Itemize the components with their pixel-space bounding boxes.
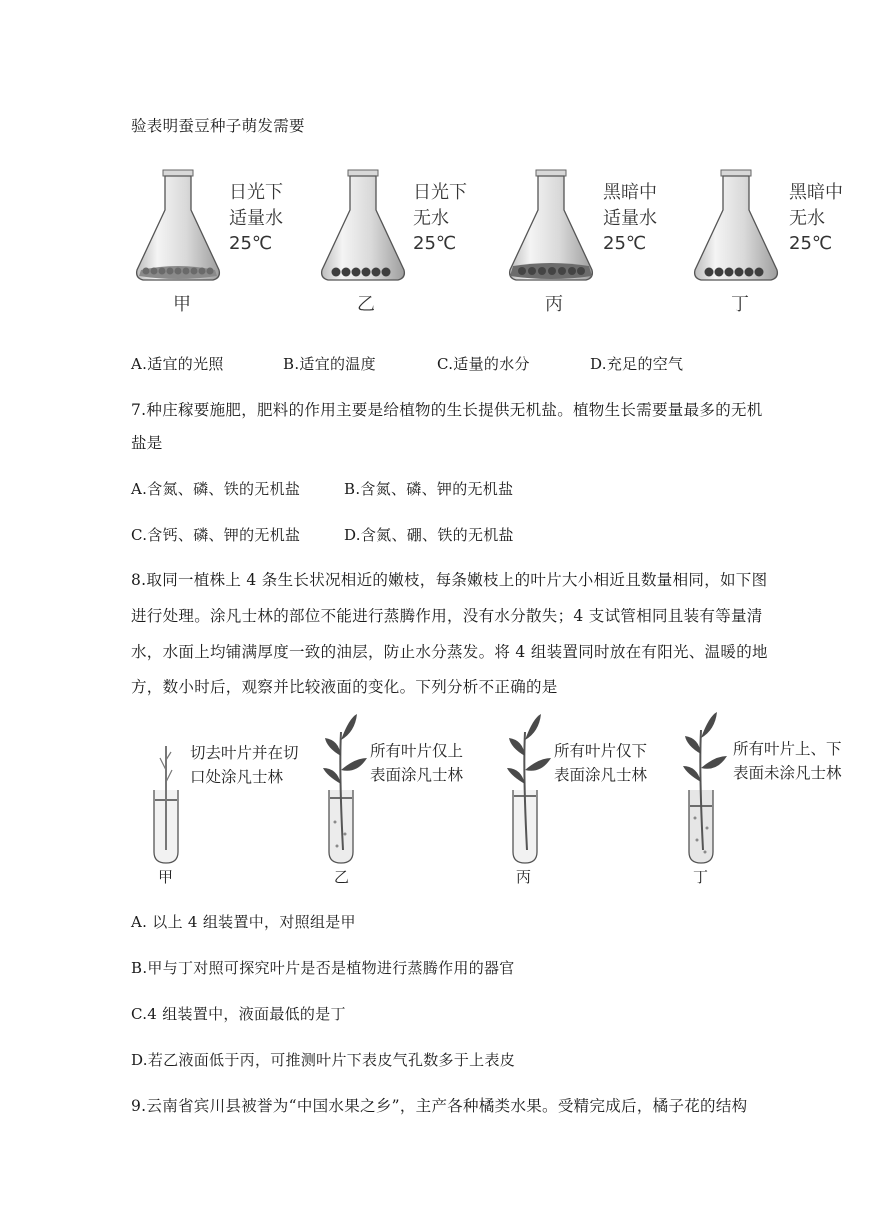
q8-option-b: B.甲与丁对照可探究叶片是否是植物进行蒸腾作用的器官 [131, 959, 515, 977]
flask-jia-line1: 日光下 [229, 182, 283, 203]
flask-yi-label: 乙 [357, 294, 375, 315]
flask-jia-line3: 25℃ [229, 233, 273, 254]
flask-bing-line2: 适量水 [603, 208, 657, 229]
q6-stem-tail: 验表明蚕豆种子萌发需要 [131, 117, 305, 135]
tube-bing-line1: 所有叶片仅下 [554, 742, 648, 760]
tube-yi [323, 714, 367, 863]
tube-jia-line1: 切去叶片并在切 [190, 744, 299, 762]
flask-bing-line1: 黑暗中 [603, 182, 657, 203]
flask-ding-label: 丁 [731, 294, 749, 315]
tube-bing-label: 丙 [516, 868, 532, 886]
tube-jia-label: 甲 [158, 868, 174, 886]
q8-option-c: C.4 组装置中，液面最低的是丁 [131, 1005, 346, 1023]
tube-ding-label: 丁 [693, 868, 709, 886]
q6-option-a: A.适宜的光照 [131, 355, 224, 373]
tube-jia-line2: 口处涂凡士林 [190, 768, 284, 786]
flask-ding-line2: 无水 [789, 208, 825, 229]
q6-option-b: B.适宜的温度 [283, 355, 376, 373]
tube-yi-label: 乙 [334, 868, 350, 886]
tube-bing-line2: 表面涂凡士林 [554, 766, 648, 784]
flask-yi [322, 170, 405, 280]
tube-bing [507, 714, 551, 863]
flask-bing-label: 丙 [545, 294, 563, 315]
q7-option-b: B.含氮、磷、钾的无机盐 [344, 480, 514, 498]
q7-option-d: D.含氮、硼、铁的无机盐 [344, 526, 514, 544]
tube-jia [154, 746, 178, 863]
q7-stem-line1: 7.种庄稼要施肥，肥料的作用主要是给植物的生长提供无机盐。植物生长需要量最多的无机 [131, 401, 763, 419]
q7-option-c: C.含钙、磷、钾的无机盐 [131, 526, 301, 544]
test-tube-figure [140, 710, 855, 890]
q8-stem-line4: 方，数小时后，观察并比较液面的变化。下列分析不正确的是 [131, 678, 558, 696]
q6-option-d: D.充足的空气 [590, 355, 684, 373]
tube-yi-line2: 表面涂凡士林 [370, 766, 464, 784]
q8-option-a: A. 以上 4 组装置中，对照组是甲 [131, 913, 356, 931]
q8-stem-line2: 进行处理。涂凡士林的部位不能进行蒸腾作用，没有水分散失；4 支试管相同且装有等量清 [131, 607, 763, 625]
tube-ding [683, 712, 727, 863]
q8-stem-line1: 8.取同一植株上 4 条生长状况相近的嫩枝，每条嫩枝上的叶片大小相近且数量相同，如下图 [131, 571, 768, 589]
flask-jia-line2: 适量水 [229, 208, 283, 229]
q8-stem-line3: 水，水面上均铺满厚度一致的油层，防止水分蒸发。将 4 组装置同时放在有阳光、温暖的地 [131, 643, 768, 661]
flask-bing-line3: 25℃ [603, 233, 647, 254]
flask-ding-line1: 黑暗中 [789, 182, 843, 203]
q7-stem-line2: 盐是 [131, 434, 163, 452]
flask-jia [137, 170, 220, 280]
flask-figure [125, 158, 855, 323]
q9-stem-line1: 9.云南省宾川县被誉为“中国水果之乡”，主产各种橘类水果。受精完成后，橘子花的结构 [131, 1097, 748, 1115]
flask-bing [510, 170, 593, 280]
q7-option-a: A.含氮、磷、铁的无机盐 [131, 480, 301, 498]
tube-ding-line1: 所有叶片上、下 [733, 740, 842, 758]
flask-yi-line3: 25℃ [413, 233, 457, 254]
flask-ding-line3: 25℃ [789, 233, 833, 254]
q8-option-d: D.若乙液面低于丙，可推测叶片下表皮气孔数多于上表皮 [131, 1051, 516, 1069]
flask-jia-label: 甲 [173, 294, 191, 315]
flask-ding [695, 170, 778, 280]
tube-yi-line1: 所有叶片仅上 [370, 742, 464, 760]
q6-option-c: C.适量的水分 [437, 355, 530, 373]
flask-yi-line2: 无水 [413, 208, 449, 229]
flask-yi-line1: 日光下 [413, 182, 467, 203]
tube-ding-line2: 表面未涂凡士林 [733, 764, 842, 782]
